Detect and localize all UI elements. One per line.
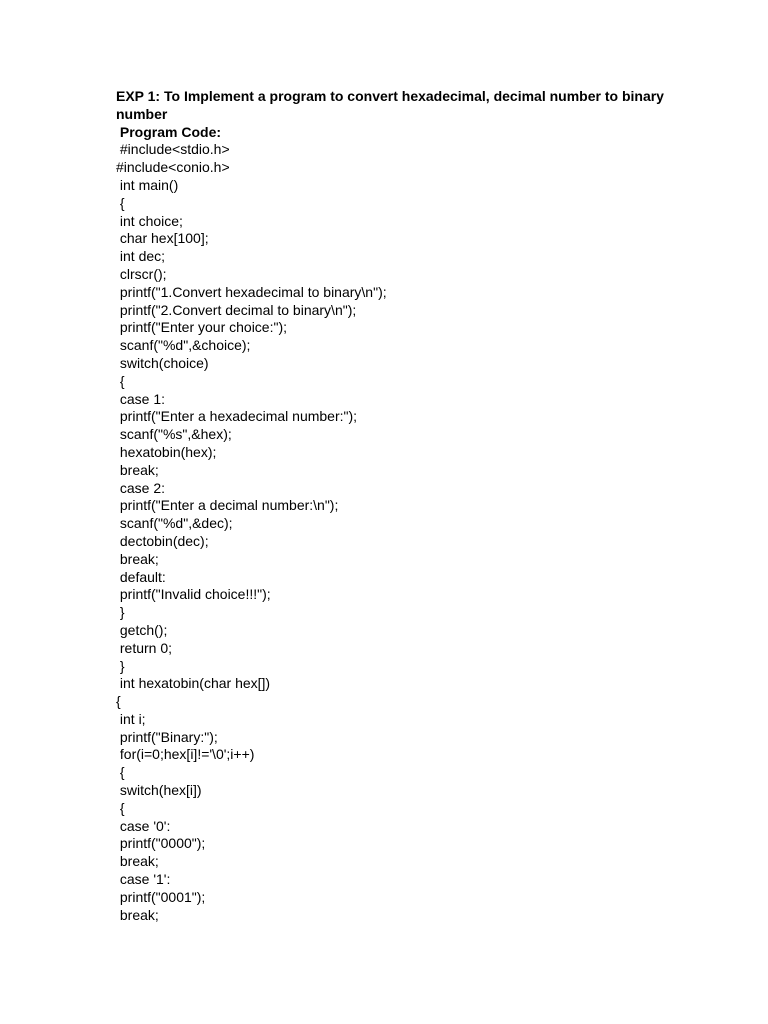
code-line: case 1: bbox=[116, 390, 166, 407]
code-line: break; bbox=[116, 550, 159, 567]
code-line: switch(choice) bbox=[116, 354, 209, 371]
code-line: break; bbox=[116, 853, 159, 870]
code-line: printf("1.Convert hexadecimal to binary\n"); bbox=[116, 283, 387, 300]
code-line: int choice; bbox=[116, 212, 183, 229]
code-line: printf("0001"); bbox=[116, 888, 206, 905]
code-line: int hexatobin(char hex[]) bbox=[116, 675, 271, 692]
section-heading: Program Code: bbox=[116, 123, 222, 140]
code-line: { bbox=[116, 799, 125, 816]
code-line: case '1': bbox=[116, 871, 171, 888]
code-line: #include<stdio.h> bbox=[116, 141, 230, 158]
program-code-block bbox=[116, 124, 716, 925]
code-line: break; bbox=[116, 461, 159, 478]
document-body bbox=[116, 88, 716, 924]
code-line: for(i=0;hex[i]!='\0';i++) bbox=[116, 746, 255, 763]
code-line: { bbox=[116, 194, 125, 211]
code-line: scanf("%d",&choice); bbox=[116, 337, 251, 354]
code-line: printf("Enter a decimal number:\n"); bbox=[116, 497, 339, 514]
code-line: printf("0000"); bbox=[116, 835, 206, 852]
code-line: int i; bbox=[116, 710, 146, 727]
code-line: case '0': bbox=[116, 817, 171, 834]
code-line: char hex[100]; bbox=[116, 230, 209, 247]
code-line: switch(hex[i]) bbox=[116, 782, 202, 799]
code-line: dectobin(dec); bbox=[116, 532, 209, 549]
code-line: break; bbox=[116, 906, 159, 923]
code-line: return 0; bbox=[116, 639, 173, 656]
code-line: case 2: bbox=[116, 479, 166, 496]
code-line: scanf("%s",&hex); bbox=[116, 426, 232, 443]
code-line: int main() bbox=[116, 176, 179, 193]
code-line: scanf("%d",&dec); bbox=[116, 515, 233, 532]
code-line: printf("Enter a hexadecimal number:"); bbox=[116, 408, 358, 425]
code-line: printf("2.Convert decimal to binary\n"); bbox=[116, 301, 357, 318]
code-line: int dec; bbox=[116, 248, 166, 265]
code-line: printf("Invalid choice!!!"); bbox=[116, 586, 271, 603]
code-line: getch(); bbox=[116, 621, 168, 638]
code-line: { bbox=[116, 693, 121, 710]
code-line: } bbox=[116, 657, 125, 674]
code-line: printf("Enter your choice:"); bbox=[116, 319, 288, 336]
code-line: printf("Binary:"); bbox=[116, 728, 218, 745]
code-line: { bbox=[116, 372, 125, 389]
code-line: { bbox=[116, 764, 125, 781]
code-line: clrscr(); bbox=[116, 265, 167, 282]
code-line: default: bbox=[116, 568, 166, 585]
code-line: } bbox=[116, 604, 125, 621]
code-line: hexatobin(hex); bbox=[116, 443, 217, 460]
code-line: #include<conio.h> bbox=[116, 159, 230, 176]
experiment-title: EXP 1: To Implement a program to convert hexadecimal, decimal number to binary number bbox=[116, 88, 664, 122]
